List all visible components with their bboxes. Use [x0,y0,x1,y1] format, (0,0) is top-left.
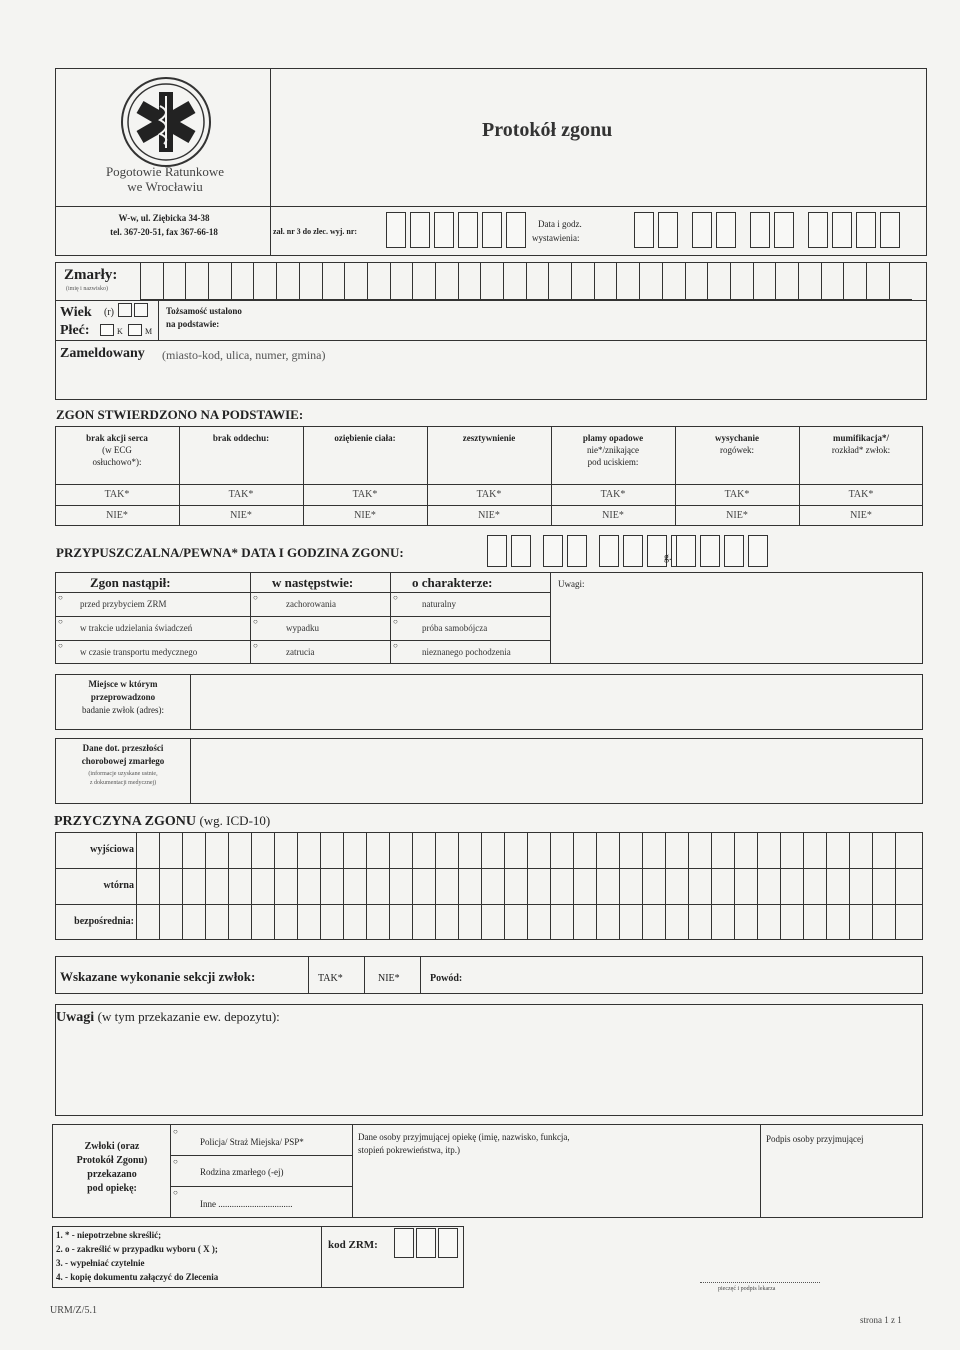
basis-header-text: nie*/znikające [587,445,639,455]
occ-row-line-1 [55,592,550,593]
occurrence-option-marker[interactable]: ○ [393,617,398,626]
org-name-line2: we Wrocławiu [127,179,203,194]
occurrence-option[interactable]: zachorowania [286,599,336,609]
basis-no-option[interactable]: NIE* [106,510,128,521]
cause-row-label: bezpośrednia: [74,916,134,927]
basis-yes-option[interactable]: TAK* [724,489,750,500]
star-of-life-logo [120,76,212,168]
handover-divider-3 [760,1124,761,1218]
occurrence-option-marker[interactable]: ○ [253,593,258,602]
deceased-row-divider [55,300,927,301]
basis-header-text: brak akcji serca [86,433,148,443]
occ-row-line-3 [55,640,550,641]
handover-label1: Zwłoki (oraz [84,1141,140,1152]
autopsy-divider-3 [420,956,421,994]
cause-row-label: wtórna [103,880,134,891]
sex-label: Płeć: [60,323,90,338]
basis-header-text: rogówek: [720,445,754,455]
basis-header-text: (w ECG [102,445,132,455]
sex-k-checkbox[interactable] [100,324,114,336]
autopsy-reason-label: Powód: [430,973,463,984]
place-field[interactable] [192,676,920,728]
basis-header-text: rozkład* zwłok: [831,445,891,455]
occurrence-option-marker[interactable]: ○ [58,641,63,650]
remarks-field[interactable] [58,1030,920,1114]
footnote-2: 2. o - zakreślić w przypadku wyboru ( X ); [56,1244,218,1254]
page-number: strona 1 z 1 [860,1315,902,1325]
kod-zrm-cells[interactable] [394,1228,462,1258]
basis-header-text: pod uciskiem: [587,457,639,467]
occurrence-option[interactable]: w trakcie udzielania świadczeń [80,623,193,633]
receiver-label1: Dane osoby przyjmującej opiekę (imię, nazwisko, funkcja, [358,1132,570,1142]
sex-k-label: K [117,327,123,336]
sex-m-label: M [145,327,153,336]
basis-no-option[interactable]: NIE* [478,510,500,521]
place-divider [190,674,191,730]
basis-yes-option[interactable]: TAK* [352,489,378,500]
occurrence-option[interactable]: zatrucia [286,647,315,657]
remarks-label-hint: (w tym przekazanie ew. depozytu): [97,1009,280,1024]
cause-row-label: wyjściowa [90,844,134,855]
basis-yes-option[interactable]: TAK* [104,489,130,500]
receiver-signature-label: Podpis osoby przyjmującej [766,1134,864,1144]
document-code: URM/Z/5.1 [50,1305,97,1316]
death-basis-mid-line [55,505,923,506]
page-title: Protokół zgonu [482,119,613,141]
occurrence-header-character: o charakterze: [412,575,493,590]
cause-title [54,814,270,829]
death-basis-title: ZGON STWIERDZONO NA PODSTAWIE: [56,407,304,422]
occ-col-divider-2 [390,572,391,664]
basis-yes-option[interactable]: TAK* [600,489,626,500]
handover-divider-2 [352,1124,353,1218]
basis-no-option[interactable]: NIE* [602,510,624,521]
zlecenie-label: zał. nr 3 do zlec. wyj. nr: [273,227,358,236]
handover-option-other[interactable]: Inne ................................. [200,1199,293,1209]
occurrence-option-marker[interactable]: ○ [58,617,63,626]
identity-label1: Tożsamość ustalono [166,306,242,316]
address-divider [270,206,271,256]
sex-m-checkbox[interactable] [128,324,142,336]
history-label3: (informacje uzyskane ustnie, [88,771,158,777]
death-basis-header-line [55,484,923,485]
basis-header-text: osłuchowo*): [92,457,142,467]
handover-option-marker-2[interactable]: ○ [173,1157,178,1166]
footnote-4: 4. - kopię dokumentu załączyć do Zlecenia [56,1272,219,1282]
issue-date-label1: Data i godz. [538,219,582,229]
deceased-name-cells[interactable] [140,262,912,300]
basis-no-option[interactable]: NIE* [230,510,252,521]
place-label2: przeprowadzono [90,692,156,702]
occurrence-option[interactable]: w czasie transportu medycznego [80,647,198,657]
org-name-line1: Pogotowie Ratunkowe [105,164,225,179]
cause-title-suffix: (wg. ICD-10) [199,813,271,828]
doctor-stamp-label: pieczęć i podpis lekarza [718,1286,776,1292]
handover-option-police[interactable]: Policja/ Straż Miejska/ PSP* [200,1137,304,1147]
age-divider [158,300,159,340]
occurrence-header-when: Zgon nastąpił: [90,575,171,590]
hour-separator: g. [664,552,672,563]
occurrence-header-cause: w następstwie: [272,575,354,590]
occurrence-option[interactable]: naturalny [422,599,456,609]
age-unit: (r) [104,307,114,318]
deceased-sublabel: (imię i nazwisko) [66,286,108,292]
basis-header-text: wysychanie [714,433,759,443]
basis-header-text: plamy opadowe [582,433,644,443]
basis-header-text: brak oddechu: [212,433,270,443]
occurrence-remarks-label: Uwagi: [558,579,585,589]
kod-zrm-label: kod ZRM: [328,1239,378,1251]
occurrence-option[interactable]: nieznanego pochodzenia [422,647,511,657]
autopsy-no-option[interactable]: NIE* [378,973,400,984]
remarks-label-main: Uwagi [56,1010,95,1025]
cause-code-cells[interactable] [136,868,919,904]
age-label: Wiek [60,305,92,320]
basis-header-text: oziębienie ciała: [334,433,396,443]
basis-header-text: zesztywnienie [462,433,516,443]
occurrence-option-marker[interactable]: ○ [253,641,258,650]
occurrence-option[interactable]: wypadku [286,623,319,633]
deceased-label: Zmarły: [64,267,118,283]
receiver-signature-field[interactable] [764,1150,920,1216]
receiver-field[interactable] [356,1160,756,1216]
basis-yes-option[interactable]: TAK* [228,489,254,500]
autopsy-divider-1 [308,956,309,994]
presumed-date-label: PRZYPUSZCZALNA/PEWNA* DATA I GODZINA ZGONU: [56,545,404,560]
header-row-divider [55,206,927,207]
occ-row-line-2 [55,616,550,617]
residence-hint: (miasto-kod, ulica, numer, gmina) [162,348,326,362]
handover-option-marker-3[interactable]: ○ [173,1188,178,1197]
history-label2: chorobowej zmarłego [81,756,165,766]
issue-date-cells[interactable] [634,212,904,248]
autopsy-divider-2 [364,956,365,994]
age-cells[interactable] [118,303,152,317]
footnote-1: 1. * - niepotrzebne skreślić; [56,1230,162,1240]
history-divider [190,738,191,804]
header-divider [270,68,271,208]
autopsy-label: Wskazane wykonanie sekcji zwłok: [60,969,256,984]
handover-option-family[interactable]: Rodzina zmarłego (-ej) [200,1167,284,1177]
remarks-label [56,1010,280,1025]
footnote-3: 3. - wypełniać czytelnie [56,1258,145,1268]
doctor-stamp-field[interactable] [480,1228,920,1280]
handover-row-line-1 [170,1155,352,1156]
handover-label3: przekazano [87,1169,137,1180]
cause-code-cells[interactable] [136,832,919,868]
occurrence-option-marker[interactable]: ○ [253,617,258,626]
autopsy-yes-option[interactable]: TAK* [318,973,343,984]
place-label1: Miejsce w którym [88,679,158,689]
cause-title-main: PRZYCZYNA ZGONU [54,814,196,829]
residence-label: Zameldowany [60,346,145,361]
doctor-stamp-line [700,1282,820,1283]
basis-yes-option[interactable]: TAK* [476,489,502,500]
occurrence-option-marker[interactable]: ○ [58,593,63,602]
basis-no-option[interactable]: NIE* [354,510,376,521]
issue-date-label2: wystawienia: [532,233,580,243]
handover-label2: Protokół Zgonu) [76,1155,148,1166]
occurrence-option[interactable]: próba samobójcza [422,623,488,633]
occ-col-divider-1 [250,572,251,664]
address-line2: tel. 367-20-51, fax 367-66-18 [110,227,218,237]
basis-no-option[interactable]: NIE* [726,510,748,521]
basis-header-text: mumifikacja*/ [833,433,889,443]
identity-label2: na podstawie: [166,319,220,329]
cause-code-cells[interactable] [136,904,919,940]
receiver-label2: stopień pokrewieństwa, itp.) [358,1145,460,1155]
occ-col-divider-3 [550,572,551,664]
residence-divider [55,340,927,341]
place-label3: badanie zwłok (adres): [82,705,164,715]
occurrence-option[interactable]: przed przybyciem ZRM [80,599,167,609]
address-line1: W-w, ul. Ziębicka 34-38 [118,213,210,223]
handover-label4: pod opiekę: [87,1183,137,1194]
history-label1: Dane dot. przeszłości [82,743,164,753]
handover-option-marker-1[interactable]: ○ [173,1127,178,1136]
history-label4: z dokumentacji medycznej) [89,780,157,786]
presumed-hour-cells[interactable] [676,535,772,567]
occurrence-option-marker[interactable]: ○ [393,641,398,650]
handover-row-line-2 [170,1186,352,1187]
basis-no-option[interactable]: NIE* [850,510,872,521]
history-field[interactable] [192,740,920,802]
zlecenie-number-cells[interactable] [386,212,530,248]
handover-divider-1 [170,1124,171,1218]
occurrence-option-marker[interactable]: ○ [393,593,398,602]
basis-yes-option[interactable]: TAK* [848,489,874,500]
